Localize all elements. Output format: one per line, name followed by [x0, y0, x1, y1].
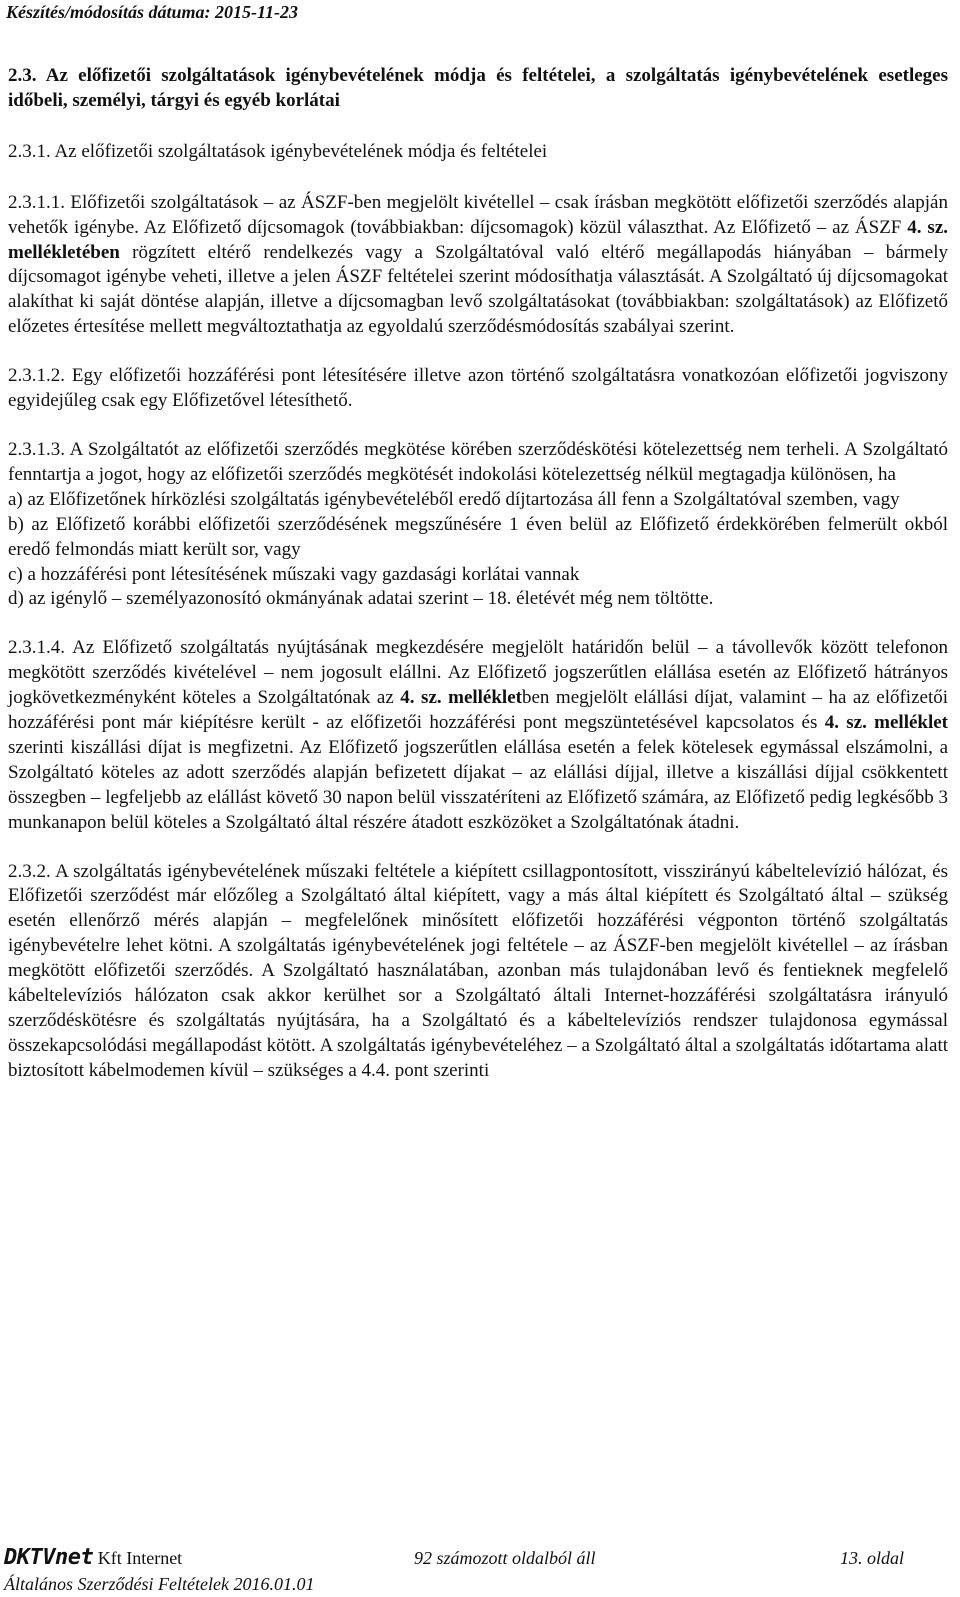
bold-reference: 4. sz. mellékletében: [8, 216, 949, 263]
paragraph-2-3-2: 2.3.2. A szolgáltatás igénybevételének műszaki feltétele a kiépített csillagpontosított, visszirányú kábeltelevízió hálózat, és Előfizetői szerződést már előzőleg a Szolgáltató által kiépített, vagy a más által kiépített és Szolgáltató által – szükség esetén ellenőrző mérés alapján – megfelelőnek minősített előfizetői hozzáférési végponton történő szolgáltatás igénybevételre lehet kötni. A szolgáltatás igénybevételének jogi feltétele – az ÁSZF-ben megjelölt kivétellel – az írásban megkötött előfizetői szerződés. A Szolgáltató használatában, azonban más tulajdonában levő és fentieknek megfelelő kábeltelevíziós hálózaton csak akkor kerülhet sor a Szolgáltató általi Internet-hozzáférési szolgáltatásra irányuló szerződéskötésre és szolgáltatás nyújtására, ha a Szolgáltató és a kábeltelevíziós rendszer tulajdonosa egymással összekapcsolódási megállapodást kötött. A szolgáltatás igénybevételéhez – a Szolgáltató által a szolgáltatás időtartama alatt biztosított kábelmodemen kívül – szükséges a 4.4. pont szerinti: [8, 860, 948, 1081]
page-number: 13. oldal: [840, 1548, 905, 1568]
bold-reference: 4. sz. melléklet: [824, 712, 949, 734]
list-item-c: c) a hozzáférési pont létesítésének műszaki vagy gazdasági korlátai vannak: [8, 563, 580, 585]
paragraph-text: rögzített eltérő rendelkezés vagy a Szolgáltatóval való eltérő megállapodás hiányában – bármely díjcsomagot igénybe veheti, illetve a jelen ÁSZF feltételei szerint módosíthatja választását. A Szolgáltató új díjcsomagokat alakíthat ki saját döntése alapján, illetve a díjcsomagban levő szolgáltatásokat (továbbiakban: szolgáltatások) az Előfizető előzetes értesítése mellett megváltoztathatja az egyoldalú szerződésmódosítás szabályai szerint.: [8, 241, 948, 338]
paragraph-2-3-1-4: [8, 636, 948, 835]
section-2-3-1-title: 2.3.1. Az előfizetői szolgáltatások igénybevételének módja és feltételei: [8, 140, 548, 162]
document-title-footer: Általános Szerződési Feltételek 2016.01.01: [4, 1574, 315, 1594]
modification-date-header: Készítés/módosítás dátuma: 2015-11-23: [6, 2, 299, 22]
page-footer: [4, 1545, 954, 1597]
paragraph-text: 2.3.1.1. Előfizetői szolgáltatások – az ÁSZF-ben megjelölt kivétellel – csak írásban megkötött előfizetői szerződés alapján vehetők igénybe. Az Előfizető díjcsomagok (továbbiakban: díjcsomagok) közül választhat. Az Előfizető – az ÁSZF: [8, 191, 948, 238]
paragraph-2-3-1-2: 2.3.1.2. Egy előfizetői hozzáférési pont létesítésére illetve azon történő szolgáltatásra vonatkozóan előfizetői jogviszony egyidejűleg csak egy Előfizetővel létesíthető.: [8, 365, 948, 412]
section-2-3-title: 2.3. Az előfizetői szolgáltatások igénybevételének módja és feltételei, a szolgáltatás igénybevételének esetleges időbeli, személyi, tárgyi és egyéb korlátai: [8, 65, 948, 111]
list-item-d: d) az igénylő – személyazonosító okmányának adatai szerint – 18. életévét még nem töltötte.: [8, 588, 714, 610]
bold-reference: 4. sz. melléklet: [400, 687, 522, 709]
paragraph-2-3-1-3: 2.3.1.3. A Szolgáltatót az előfizetői szerződés megkötése körében szerződéskötési kötelezettség nem terheli. A Szolgáltató fenntartja a jogot, hogy az előfizetői szerződés megkötését indokolási kötelezettség nélkül megtagadja különösen, ha: [8, 438, 948, 485]
paragraph-text: 2.3.1.4. Az Előfizető szolgáltatás nyújtásának megkezdésére megjelölt határidőn belül – a távollevők között telefonon megkötött szerződés kivételével – nem jogosult elállni. Az Előfizető jogszerűtlen elállása esetén az Előfizető hátrányos jogkövetkezményként köteles a Szolgáltatónak az: [8, 637, 948, 709]
paragraph-text: szerinti kiszállási díjat is megfizetni. Az Előfizető jogszerűtlen elállása esetén a felek kötelesek egymással elszámolni, a Szolgáltató köteles az adott szerződés alapján befizetett díjakat – az elállási díjjal, illetve a kiszállási díjjal csökkentett összegben – legfeljebb az elállást követő 30 napon belül visszatéríteni az Előfizető számára, az Előfizető pedig legkésőbb 3 munkanapon belül köteles a Szolgáltató által részére átadott eszközöket a Szolgáltatónak átadni.: [8, 736, 948, 833]
document-body: [8, 64, 948, 1084]
list-item-a: a) az Előfizetőnek hírközlési szolgáltatás igénybevételéből eredő díjtartozása áll fenn a Szolgáltatóval szemben, vagy: [8, 488, 900, 510]
company-suffix: Kft Internet: [93, 1548, 183, 1568]
paragraph-text: ben megjelölt elállási díjat, valamint – ha az előfizetői hozzáférési pont már kiépítésre került - az előfizetői hozzáférési pont megszüntetésével kapcsolatos és: [8, 687, 949, 734]
page-count-note: 92 számozott oldalból áll: [414, 1548, 596, 1568]
company-name: [4, 1545, 182, 1571]
dktvnet-logo: DKTVnet: [4, 1545, 94, 1570]
paragraph-2-3-1-1: [8, 191, 948, 340]
list-item-b: b) az Előfizető korábbi előfizetői szerződésének megszűnésére 1 éven belül az Előfizető érdekkörében felmerült okból eredő felmondás miatt került sor, vagy: [8, 513, 948, 560]
